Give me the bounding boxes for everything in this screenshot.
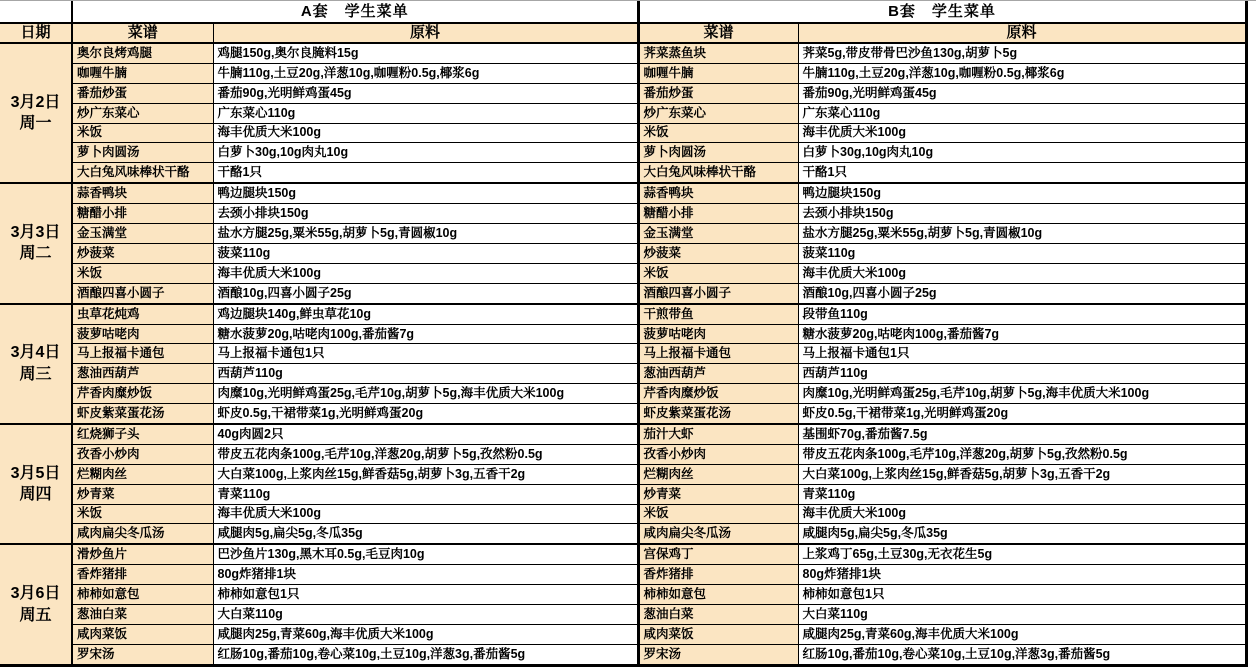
date-label: 3月3日 bbox=[10, 223, 61, 241]
ingredient-cell: 咸腿肉5g,扁尖5g,冬瓜35g bbox=[213, 524, 638, 544]
date-cell bbox=[0, 304, 72, 424]
date-label: 3月5日 bbox=[10, 464, 61, 482]
ingredient-cell: 肉糜10g,光明鲜鸡蛋25g,毛芹10g,胡萝卜5g,海丰优质大米100g bbox=[213, 384, 638, 404]
ingredient-cell: 海丰优质大米100g bbox=[213, 123, 638, 143]
recipe-b-column-header: 菜谱 bbox=[638, 23, 798, 43]
dish-cell: 炒菠菜 bbox=[72, 243, 213, 263]
menu-row bbox=[0, 103, 1246, 123]
dish-cell: 葱油西葫芦 bbox=[638, 364, 798, 384]
dish-cell: 蒜香鸭块 bbox=[638, 183, 798, 203]
ingredient-cell: 带皮五花肉条100g,毛芹10g,洋葱20g,胡萝卜5g,孜然粉0.5g bbox=[798, 444, 1246, 464]
menu-row bbox=[0, 484, 1246, 504]
ingredient-cell: 酒酿10g,四喜小圆子25g bbox=[798, 283, 1246, 303]
dish-cell: 米饭 bbox=[72, 504, 213, 524]
menu-row bbox=[0, 504, 1246, 524]
dish-cell: 芹香肉糜炒饭 bbox=[638, 384, 798, 404]
menu-row bbox=[0, 524, 1246, 544]
ingredient-cell: 牛腩110g,土豆20g,洋葱10g,咖喱粉0.5g,椰浆6g bbox=[213, 63, 638, 83]
ingredient-cell: 虾皮0.5g,干裙带菜1g,光明鲜鸡蛋20g bbox=[213, 404, 638, 424]
ingredient-cell: 虾皮0.5g,干裙带菜1g,光明鲜鸡蛋20g bbox=[798, 404, 1246, 424]
dish-cell: 马上报福卡通包 bbox=[638, 344, 798, 364]
dish-cell: 大白兔风味棒状干酪 bbox=[72, 163, 213, 183]
column-header-row bbox=[0, 23, 1246, 43]
dish-cell: 罗宋汤 bbox=[72, 644, 213, 665]
menu-row bbox=[0, 43, 1246, 63]
ingredient-cell: 去颈小排块150g bbox=[798, 204, 1246, 224]
menu-row bbox=[0, 263, 1246, 283]
ingredient-cell: 白萝卜30g,10g肉丸10g bbox=[798, 143, 1246, 163]
menu-row bbox=[0, 344, 1246, 364]
ingredient-cell: 青菜110g bbox=[213, 484, 638, 504]
dish-cell: 炒菠菜 bbox=[638, 243, 798, 263]
menu-row bbox=[0, 123, 1246, 143]
dish-cell: 酒酿四喜小圆子 bbox=[638, 283, 798, 303]
menu-row bbox=[0, 544, 1246, 564]
ingredient-cell: 咸腿肉25g,青菜60g,海丰优质大米100g bbox=[213, 624, 638, 644]
menu-row bbox=[0, 183, 1246, 203]
ingredient-cell: 糖水菠萝20g,咕咾肉100g,番茄酱7g bbox=[213, 324, 638, 344]
ingredient-cell: 80g炸猪排1块 bbox=[798, 565, 1246, 585]
date-cell bbox=[0, 43, 72, 183]
date-cell bbox=[0, 183, 72, 303]
ingredient-cell: 马上报福卡通包1只 bbox=[213, 344, 638, 364]
set-b-header: B套 学生菜单 bbox=[638, 1, 1246, 23]
menu-row bbox=[0, 224, 1246, 244]
menu-row bbox=[0, 143, 1246, 163]
ingredient-cell: 肉糜10g,光明鲜鸡蛋25g,毛芹10g,胡萝卜5g,海丰优质大米100g bbox=[798, 384, 1246, 404]
dish-cell: 萝卜肉圆汤 bbox=[638, 143, 798, 163]
menu-table-body bbox=[0, 1, 1246, 666]
ingredient-cell: 白萝卜30g,10g肉丸10g bbox=[213, 143, 638, 163]
dish-cell: 烂糊肉丝 bbox=[72, 464, 213, 484]
dish-cell: 葱油白菜 bbox=[638, 605, 798, 625]
ingredient-cell: 鸭边腿块150g bbox=[213, 183, 638, 203]
weekday-label: 周四 bbox=[19, 486, 52, 504]
ingredient-cell: 海丰优质大米100g bbox=[798, 504, 1246, 524]
menu-row bbox=[0, 304, 1246, 324]
menu-row bbox=[0, 83, 1246, 103]
ingredient-cell: 广东菜心110g bbox=[213, 103, 638, 123]
ingredient-cell: 海丰优质大米100g bbox=[213, 263, 638, 283]
ingredient-cell: 柿柿如意包1只 bbox=[798, 585, 1246, 605]
dish-cell: 宫保鸡丁 bbox=[638, 544, 798, 564]
dish-cell: 咸肉菜饭 bbox=[72, 624, 213, 644]
menu-row bbox=[0, 464, 1246, 484]
date-label: 3月4日 bbox=[10, 344, 61, 362]
ingredient-cell: 鸡边腿块140g,鲜虫草花10g bbox=[213, 304, 638, 324]
ingredient-cell: 柿柿如意包1只 bbox=[213, 585, 638, 605]
ingredient-a-column-header: 原料 bbox=[213, 23, 638, 43]
ingredient-cell: 番茄90g,光明鲜鸡蛋45g bbox=[798, 83, 1246, 103]
ingredient-cell: 糖水菠萝20g,咕咾肉100g,番茄酱7g bbox=[798, 324, 1246, 344]
dish-cell: 萝卜肉圆汤 bbox=[72, 143, 213, 163]
dish-cell: 香炸猪排 bbox=[72, 565, 213, 585]
dish-cell: 干煎带鱼 bbox=[638, 304, 798, 324]
weekday-label: 周五 bbox=[19, 606, 52, 624]
dish-cell: 炒青菜 bbox=[638, 484, 798, 504]
menu-row bbox=[0, 283, 1246, 303]
dish-cell: 菠萝咕咾肉 bbox=[638, 324, 798, 344]
ingredient-cell: 干酪1只 bbox=[213, 163, 638, 183]
ingredient-cell: 带皮五花肉条100g,毛芹10g,洋葱20g,胡萝卜5g,孜然粉0.5g bbox=[213, 444, 638, 464]
dish-cell: 柿柿如意包 bbox=[638, 585, 798, 605]
ingredient-cell: 上浆鸡丁65g,土豆30g,无衣花生5g bbox=[798, 544, 1246, 564]
dish-cell: 马上报福卡通包 bbox=[72, 344, 213, 364]
ingredient-cell: 番茄90g,光明鲜鸡蛋45g bbox=[213, 83, 638, 103]
ingredient-cell: 红肠10g,番茄10g,卷心菜10g,土豆10g,洋葱3g,番茄酱5g bbox=[798, 644, 1246, 665]
menu-row bbox=[0, 63, 1246, 83]
menu-row bbox=[0, 204, 1246, 224]
weekday-label: 周二 bbox=[19, 245, 52, 263]
date-cell bbox=[0, 544, 72, 665]
ingredient-cell: 菠菜110g bbox=[798, 243, 1246, 263]
dish-cell: 茄汁大虾 bbox=[638, 424, 798, 444]
dish-cell: 芹香肉糜炒饭 bbox=[72, 384, 213, 404]
ingredient-cell: 鸡腿150g,奥尔良腌料15g bbox=[213, 43, 638, 63]
dish-cell: 蒜香鸭块 bbox=[72, 183, 213, 203]
ingredient-cell: 海丰优质大米100g bbox=[213, 504, 638, 524]
dish-cell: 金玉满堂 bbox=[72, 224, 213, 244]
dish-cell: 番茄炒蛋 bbox=[72, 83, 213, 103]
ingredient-cell: 海丰优质大米100g bbox=[798, 263, 1246, 283]
ingredient-cell: 菠菜110g bbox=[213, 243, 638, 263]
ingredient-cell: 咸腿肉5g,扁尖5g,冬瓜35g bbox=[798, 524, 1246, 544]
ingredient-cell: 80g炸猪排1块 bbox=[213, 565, 638, 585]
dish-cell: 糖醋小排 bbox=[638, 204, 798, 224]
ingredient-cell: 西葫芦110g bbox=[798, 364, 1246, 384]
ingredient-cell: 干酪1只 bbox=[798, 163, 1246, 183]
menu-row bbox=[0, 585, 1246, 605]
dish-cell: 虾皮紫菜蛋花汤 bbox=[638, 404, 798, 424]
dish-cell: 孜香小炒肉 bbox=[72, 444, 213, 464]
weekday-label: 周一 bbox=[19, 115, 52, 133]
ingredient-cell: 段带鱼110g bbox=[798, 304, 1246, 324]
date-cell bbox=[0, 424, 72, 544]
dish-cell: 虫草花炖鸡 bbox=[72, 304, 213, 324]
set-a-header: A套 学生菜单 bbox=[72, 1, 638, 23]
ingredient-cell: 牛腩110g,土豆20g,洋葱10g,咖喱粉0.5g,椰浆6g bbox=[798, 63, 1246, 83]
ingredient-cell: 广东菜心110g bbox=[798, 103, 1246, 123]
ingredient-cell: 大白菜110g bbox=[798, 605, 1246, 625]
dish-cell: 咖喱牛腩 bbox=[72, 63, 213, 83]
corner-cell bbox=[0, 1, 72, 23]
ingredient-cell: 西葫芦110g bbox=[213, 364, 638, 384]
dish-cell: 金玉满堂 bbox=[638, 224, 798, 244]
ingredient-cell: 马上报福卡通包1只 bbox=[798, 344, 1246, 364]
ingredient-cell: 基围虾70g,番茄酱7.5g bbox=[798, 424, 1246, 444]
dish-cell: 米饭 bbox=[638, 123, 798, 143]
menu-row bbox=[0, 624, 1246, 644]
dish-cell: 大白兔风味棒状干酪 bbox=[638, 163, 798, 183]
menu-row bbox=[0, 424, 1246, 444]
ingredient-cell: 咸腿肉25g,青菜60g,海丰优质大米100g bbox=[798, 624, 1246, 644]
dish-cell: 咖喱牛腩 bbox=[638, 63, 798, 83]
ingredient-cell: 荠菜5g,带皮带骨巴沙鱼130g,胡萝卜5g bbox=[798, 43, 1246, 63]
ingredient-cell: 红肠10g,番茄10g,卷心菜10g,土豆10g,洋葱3g,番茄酱5g bbox=[213, 644, 638, 665]
dish-cell: 酒酿四喜小圆子 bbox=[72, 283, 213, 303]
menu-row bbox=[0, 163, 1246, 183]
ingredient-cell: 盐水方腿25g,粟米55g,胡萝卜5g,青圆椒10g bbox=[213, 224, 638, 244]
dish-cell: 菠萝咕咾肉 bbox=[72, 324, 213, 344]
ingredient-cell: 大白菜110g bbox=[213, 605, 638, 625]
dish-cell: 番茄炒蛋 bbox=[638, 83, 798, 103]
dish-cell: 炒广东菜心 bbox=[638, 103, 798, 123]
ingredient-b-column-header: 原料 bbox=[798, 23, 1246, 43]
dish-cell: 米饭 bbox=[638, 263, 798, 283]
dish-cell: 葱油西葫芦 bbox=[72, 364, 213, 384]
dish-cell: 米饭 bbox=[72, 263, 213, 283]
dish-cell: 烂糊肉丝 bbox=[638, 464, 798, 484]
set-header-row bbox=[0, 1, 1246, 23]
dish-cell: 炒青菜 bbox=[72, 484, 213, 504]
dish-cell: 炒广东菜心 bbox=[72, 103, 213, 123]
ingredient-cell: 去颈小排块150g bbox=[213, 204, 638, 224]
weekday-label: 周三 bbox=[19, 365, 52, 383]
ingredient-cell: 酒酿10g,四喜小圆子25g bbox=[213, 283, 638, 303]
menu-row bbox=[0, 565, 1246, 585]
dish-cell: 孜香小炒肉 bbox=[638, 444, 798, 464]
date-column-header: 日期 bbox=[0, 23, 72, 43]
dish-cell: 奥尔良烤鸡腿 bbox=[72, 43, 213, 63]
dish-cell: 罗宋汤 bbox=[638, 644, 798, 665]
menu-row bbox=[0, 324, 1246, 344]
dish-cell: 糖醋小排 bbox=[72, 204, 213, 224]
menu-row bbox=[0, 404, 1246, 424]
menu-row bbox=[0, 444, 1246, 464]
date-label: 3月6日 bbox=[10, 585, 61, 603]
dish-cell: 滑炒鱼片 bbox=[72, 544, 213, 564]
ingredient-cell: 盐水方腿25g,粟米55g,胡萝卜5g,青圆椒10g bbox=[798, 224, 1246, 244]
ingredient-cell: 巴沙鱼片130g,黑木耳0.5g,毛豆肉10g bbox=[213, 544, 638, 564]
dish-cell: 红烧狮子头 bbox=[72, 424, 213, 444]
ingredient-cell: 鸭边腿块150g bbox=[798, 183, 1246, 203]
dish-cell: 咸肉扁尖冬瓜汤 bbox=[638, 524, 798, 544]
dish-cell: 咸肉扁尖冬瓜汤 bbox=[72, 524, 213, 544]
menu-row bbox=[0, 384, 1246, 404]
dish-cell: 柿柿如意包 bbox=[72, 585, 213, 605]
menu-row bbox=[0, 364, 1246, 384]
menu-row bbox=[0, 243, 1246, 263]
ingredient-cell: 海丰优质大米100g bbox=[798, 123, 1246, 143]
dish-cell: 香炸猪排 bbox=[638, 565, 798, 585]
student-menu-table bbox=[0, 1, 1248, 667]
dish-cell: 米饭 bbox=[638, 504, 798, 524]
menu-row bbox=[0, 644, 1246, 665]
dish-cell: 荠菜蒸鱼块 bbox=[638, 43, 798, 63]
recipe-a-column-header: 菜谱 bbox=[72, 23, 213, 43]
ingredient-cell: 40g肉圆2只 bbox=[213, 424, 638, 444]
dish-cell: 咸肉菜饭 bbox=[638, 624, 798, 644]
ingredient-cell: 青菜110g bbox=[798, 484, 1246, 504]
menu-row bbox=[0, 605, 1246, 625]
dish-cell: 葱油白菜 bbox=[72, 605, 213, 625]
ingredient-cell: 大白菜100g,上浆肉丝15g,鲜香菇5g,胡萝卜3g,五香干2g bbox=[213, 464, 638, 484]
dish-cell: 虾皮紫菜蛋花汤 bbox=[72, 404, 213, 424]
ingredient-cell: 大白菜100g,上浆肉丝15g,鲜香菇5g,胡萝卜3g,五香干2g bbox=[798, 464, 1246, 484]
dish-cell: 米饭 bbox=[72, 123, 213, 143]
date-label: 3月2日 bbox=[10, 93, 61, 111]
